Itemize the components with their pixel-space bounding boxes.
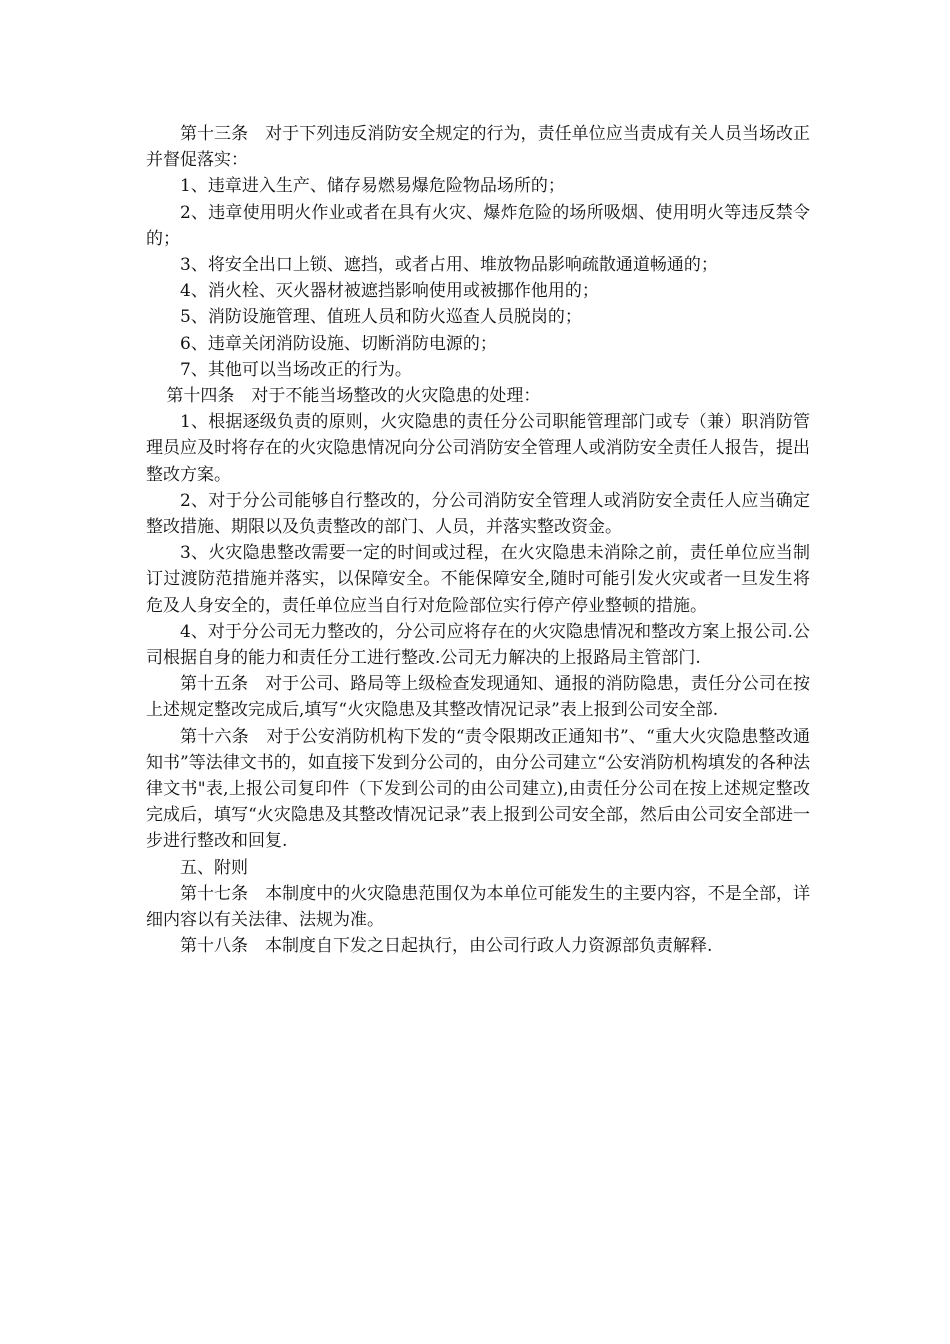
article-18: 第十八条 本制度自下发之日起执行，由公司行政人力资源部负责解释. (180, 936, 713, 957)
article-13: 第十三条 对于下列违反消防安全规定的行为，责任单位应当责成有关人员当场改正并督促落实： (146, 124, 810, 171)
article-13-item-7: 7、其他可以当场改正的行为。 (180, 359, 412, 380)
article-14-item-1: 1、根据逐级负责的原则，火灾隐患的责任分公司职能管理部门或专（兼）职消防管理员应及时将存在的火灾隐患情况向分公司消防安全管理人或消防安全责任人报告，提出整改方案。 (146, 412, 810, 485)
article-15: 第十五条 对于公司、路局等上级检查发现通知、通报的消防隐患，责任分公司在按上述规定整改完成后,填写“火灾隐患及其整改情况记录”表上报到公司安全部. (146, 674, 810, 721)
section-heading-appendix: 五、附则 (180, 857, 248, 878)
article-14-item-4: 4、对于分公司无力整改的，分公司应将存在的火灾隐患情况和整改方案上报公司.公司根据自身的能力和责任分工进行整改.公司无力解决的上报路局主管部门. (146, 621, 810, 669)
article-16: 第十六条 对于公安消防机构下发的“责令限期改正通知书”、“重大火灾隐患整改通知书”等法律文书的，如直接下发到分公司的，由分公司建立“公安消防机构填发的各种法律文书"表,上报公司复印件（下发到公司的由公司建立),由责任分公司在按上述规定整改完成后，填写“火灾隐患及其整改情况记录”表上报到公司安全部，然后由公司安全部进一步进行整改和回复. (146, 726, 810, 852)
article-17: 第十七条 本制度中的火灾隐患范围仅为本单位可能发生的主要内容，不是全部，详细内容以有关法律、法规为准。 (146, 883, 810, 931)
article-14: 第十四条 对于不能当场整改的火灾隐患的处理： (166, 386, 541, 407)
article-13-item-4: 4、消火栓、灭火器材被遮挡影响使用或被挪作他用的； (180, 281, 599, 302)
document-body (146, 121, 810, 960)
article-13-item-5: 5、消防设施管理、值班人员和防火巡查人员脱岗的； (180, 307, 582, 328)
article-14-item-3: 3、火灾隐患整改需要一定的时间或过程，在火灾隐患未消除之前，责任单位应当制订过渡防范措施并落实，以保障安全。不能保障安全,随时可能引发火灾或者一旦发生将危及人身安全的，责任单位应当自行对危险部位实行停产停业整顿的措施。 (146, 543, 810, 616)
article-13-item-2: 2、违章使用明火作业或者在具有火灾、爆炸危险的场所吸烟、使用明火等违反禁令的； (146, 202, 810, 249)
article-13-item-1: 1、违章进入生产、储存易燃易爆危险物品场所的； (180, 176, 565, 197)
article-13-item-6: 6、违章关闭消防设施、切断消防电源的； (180, 333, 497, 354)
article-13-item-3: 3、将安全出口上锁、遮挡，或者占用、堆放物品影响疏散通道畅通的； (180, 255, 718, 276)
article-14-item-2: 2、对于分公司能够自行整改的，分公司消防安全管理人或消防安全责任人应当确定整改措施、期限以及负责整改的部门、人员，并落实整改资金。 (146, 490, 810, 538)
